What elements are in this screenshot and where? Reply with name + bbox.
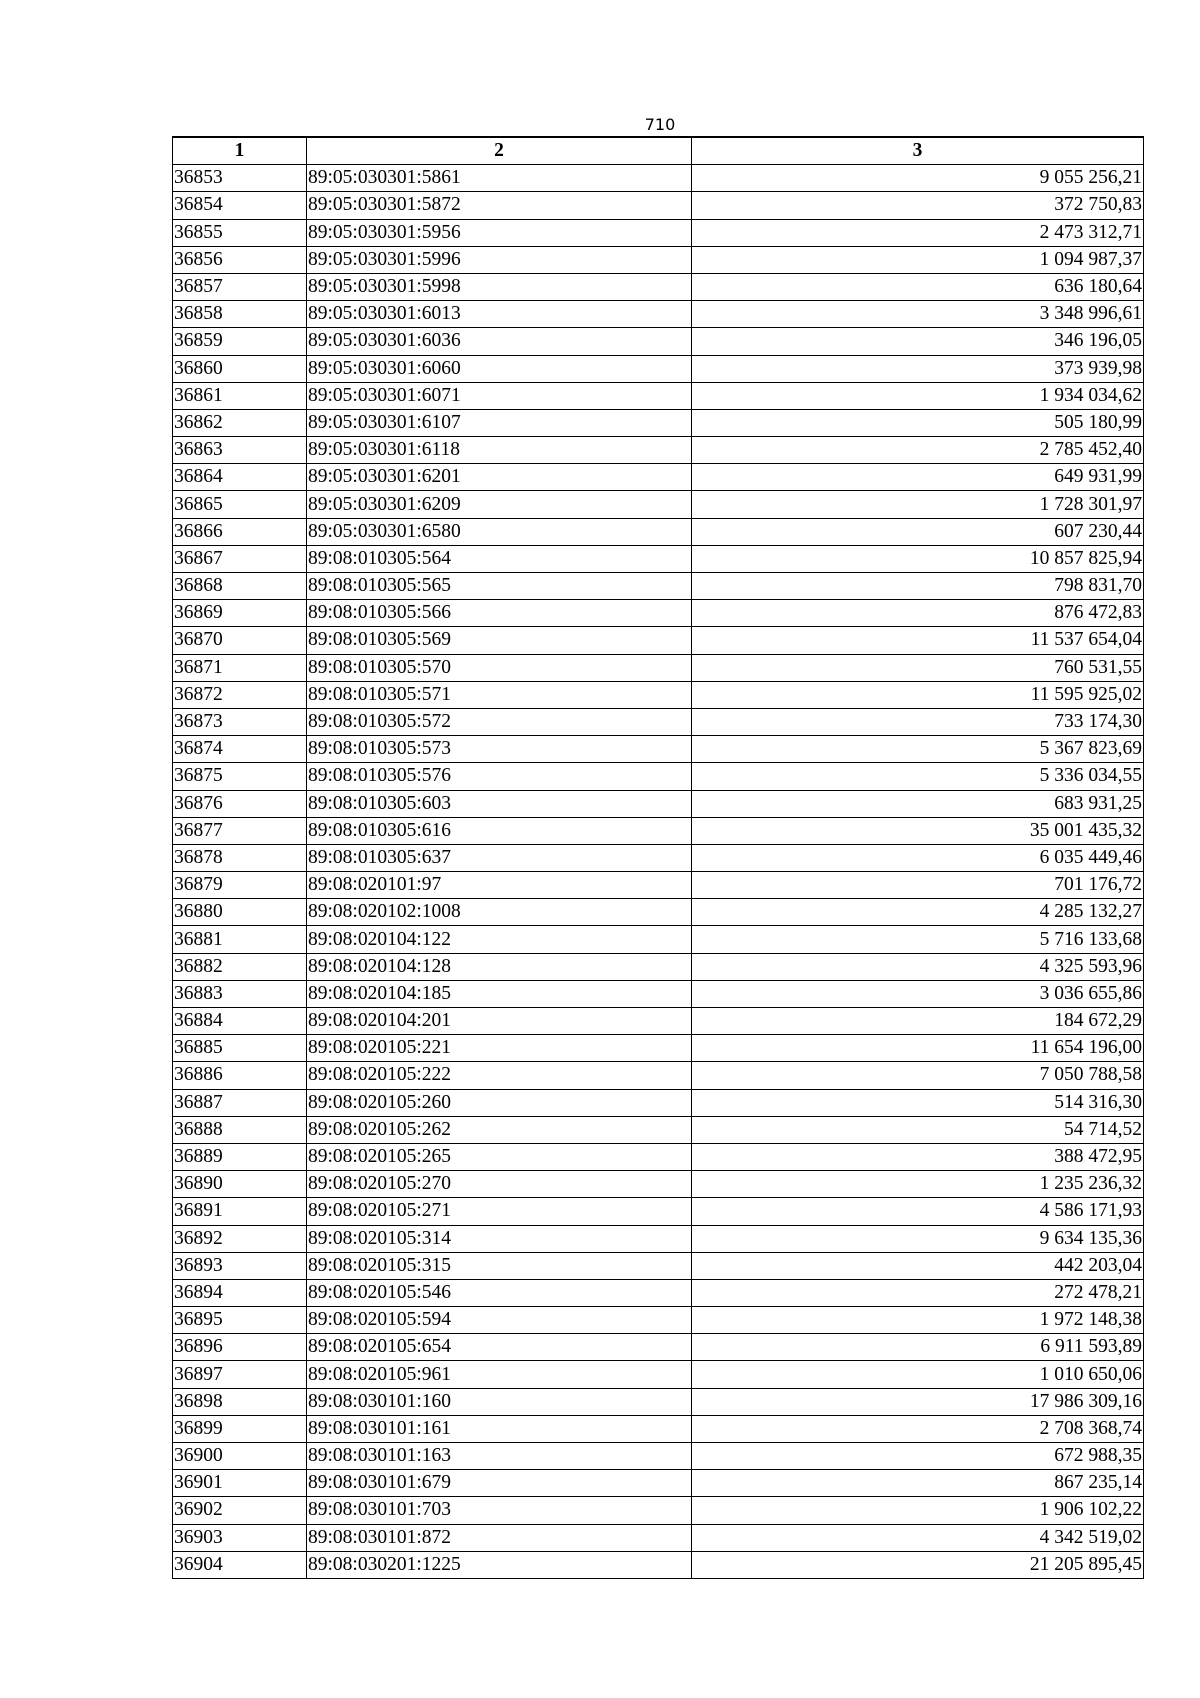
cadastral-value-cell: 6 035 449,46 bbox=[692, 844, 1144, 871]
cadastral-number-cell: 89:08:010305:637 bbox=[307, 844, 692, 871]
table-row bbox=[173, 1252, 1144, 1279]
cadastral-number-cell: 89:05:030301:6013 bbox=[307, 301, 692, 328]
cadastral-number-cell: 89:08:020105:546 bbox=[307, 1279, 692, 1306]
cadastral-value-cell: 1 094 987,37 bbox=[692, 246, 1144, 273]
cadastral-number-cell: 89:08:030101:163 bbox=[307, 1443, 692, 1470]
table-row bbox=[173, 1008, 1144, 1035]
table-row bbox=[173, 1524, 1144, 1551]
table-row bbox=[173, 736, 1144, 763]
row-number-cell: 36868 bbox=[173, 573, 307, 600]
cadastral-value-cell: 867 235,14 bbox=[692, 1470, 1144, 1497]
column-header-2: 2 bbox=[307, 137, 692, 165]
table-row bbox=[173, 1415, 1144, 1442]
table-header-row bbox=[173, 137, 1144, 165]
row-number-cell: 36858 bbox=[173, 301, 307, 328]
cadastral-value-cell: 10 857 825,94 bbox=[692, 545, 1144, 572]
cadastral-number-cell: 89:08:010305:571 bbox=[307, 681, 692, 708]
cadastral-value-cell: 4 325 593,96 bbox=[692, 953, 1144, 980]
cadastral-value-cell: 9 634 135,36 bbox=[692, 1225, 1144, 1252]
row-number-cell: 36869 bbox=[173, 600, 307, 627]
cadastral-number-cell: 89:05:030301:6060 bbox=[307, 355, 692, 382]
cadastral-number-cell: 89:05:030301:6036 bbox=[307, 328, 692, 355]
cadastral-number-cell: 89:08:010305:576 bbox=[307, 763, 692, 790]
cadastral-number-cell: 89:08:010305:570 bbox=[307, 654, 692, 681]
table-row bbox=[173, 1279, 1144, 1306]
row-number-cell: 36876 bbox=[173, 790, 307, 817]
row-number-cell: 36872 bbox=[173, 681, 307, 708]
table-row bbox=[173, 681, 1144, 708]
table-row bbox=[173, 1551, 1144, 1578]
table-row bbox=[173, 708, 1144, 735]
cadastral-number-cell: 89:08:020105:270 bbox=[307, 1171, 692, 1198]
table-row bbox=[173, 1035, 1144, 1062]
cadastral-value-cell: 649 931,99 bbox=[692, 464, 1144, 491]
row-number-cell: 36865 bbox=[173, 491, 307, 518]
cadastral-number-cell: 89:05:030301:5872 bbox=[307, 192, 692, 219]
cadastral-number-cell: 89:08:020105:222 bbox=[307, 1062, 692, 1089]
table-row bbox=[173, 953, 1144, 980]
cadastral-number-cell: 89:08:010305:564 bbox=[307, 545, 692, 572]
row-number-cell: 36862 bbox=[173, 409, 307, 436]
table-row bbox=[173, 926, 1144, 953]
row-number-cell: 36888 bbox=[173, 1116, 307, 1143]
row-number-cell: 36884 bbox=[173, 1008, 307, 1035]
cadastral-number-cell: 89:08:020105:961 bbox=[307, 1361, 692, 1388]
cadastral-value-cell: 514 316,30 bbox=[692, 1089, 1144, 1116]
cadastral-number-cell: 89:05:030301:5956 bbox=[307, 219, 692, 246]
cadastral-value-cell: 2 708 368,74 bbox=[692, 1415, 1144, 1442]
cadastral-value-cell: 733 174,30 bbox=[692, 708, 1144, 735]
row-number-cell: 36859 bbox=[173, 328, 307, 355]
row-number-cell: 36874 bbox=[173, 736, 307, 763]
cadastral-number-cell: 89:08:030101:703 bbox=[307, 1497, 692, 1524]
cadastral-number-cell: 89:05:030301:6201 bbox=[307, 464, 692, 491]
cadastral-number-cell: 89:05:030301:6209 bbox=[307, 491, 692, 518]
table-row bbox=[173, 1089, 1144, 1116]
table-row bbox=[173, 301, 1144, 328]
cadastral-number-cell: 89:08:020105:594 bbox=[307, 1307, 692, 1334]
cadastral-number-cell: 89:05:030301:6118 bbox=[307, 437, 692, 464]
cadastral-value-cell: 5 367 823,69 bbox=[692, 736, 1144, 763]
table-row bbox=[173, 409, 1144, 436]
table-row bbox=[173, 165, 1144, 192]
cadastral-value-cell: 683 931,25 bbox=[692, 790, 1144, 817]
table-row bbox=[173, 382, 1144, 409]
cadastral-number-cell: 89:08:020105:265 bbox=[307, 1143, 692, 1170]
cadastral-value-table bbox=[172, 136, 1144, 1579]
row-number-cell: 36854 bbox=[173, 192, 307, 219]
row-number-cell: 36857 bbox=[173, 273, 307, 300]
row-number-cell: 36866 bbox=[173, 518, 307, 545]
cadastral-value-cell: 21 205 895,45 bbox=[692, 1551, 1144, 1578]
row-number-cell: 36871 bbox=[173, 654, 307, 681]
row-number-cell: 36896 bbox=[173, 1334, 307, 1361]
row-number-cell: 36877 bbox=[173, 817, 307, 844]
row-number-cell: 36861 bbox=[173, 382, 307, 409]
cadastral-value-cell: 1 728 301,97 bbox=[692, 491, 1144, 518]
cadastral-number-cell: 89:08:020105:315 bbox=[307, 1252, 692, 1279]
cadastral-value-cell: 4 285 132,27 bbox=[692, 899, 1144, 926]
cadastral-number-cell: 89:08:020105:654 bbox=[307, 1334, 692, 1361]
table-body bbox=[173, 165, 1144, 1579]
table-row bbox=[173, 246, 1144, 273]
table-row bbox=[173, 1388, 1144, 1415]
cadastral-value-cell: 3 036 655,86 bbox=[692, 980, 1144, 1007]
table-row bbox=[173, 600, 1144, 627]
cadastral-number-cell: 89:08:030201:1225 bbox=[307, 1551, 692, 1578]
cadastral-number-cell: 89:08:020104:122 bbox=[307, 926, 692, 953]
row-number-cell: 36900 bbox=[173, 1443, 307, 1470]
cadastral-value-cell: 372 750,83 bbox=[692, 192, 1144, 219]
table-row bbox=[173, 1443, 1144, 1470]
row-number-cell: 36901 bbox=[173, 1470, 307, 1497]
row-number-cell: 36893 bbox=[173, 1252, 307, 1279]
cadastral-value-cell: 505 180,99 bbox=[692, 409, 1144, 436]
cadastral-value-cell: 11 654 196,00 bbox=[692, 1035, 1144, 1062]
cadastral-number-cell: 89:08:010305:569 bbox=[307, 627, 692, 654]
cadastral-number-cell: 89:08:020101:97 bbox=[307, 872, 692, 899]
table-row bbox=[173, 545, 1144, 572]
row-number-cell: 36898 bbox=[173, 1388, 307, 1415]
table-row bbox=[173, 1334, 1144, 1361]
row-number-cell: 36886 bbox=[173, 1062, 307, 1089]
cadastral-value-cell: 5 716 133,68 bbox=[692, 926, 1144, 953]
cadastral-value-cell: 876 472,83 bbox=[692, 600, 1144, 627]
cadastral-number-cell: 89:05:030301:6071 bbox=[307, 382, 692, 409]
table-row bbox=[173, 518, 1144, 545]
cadastral-value-cell: 6 911 593,89 bbox=[692, 1334, 1144, 1361]
cadastral-number-cell: 89:08:010305:572 bbox=[307, 708, 692, 735]
cadastral-value-cell: 760 531,55 bbox=[692, 654, 1144, 681]
cadastral-value-cell: 7 050 788,58 bbox=[692, 1062, 1144, 1089]
cadastral-value-cell: 1 906 102,22 bbox=[692, 1497, 1144, 1524]
row-number-cell: 36885 bbox=[173, 1035, 307, 1062]
table-row bbox=[173, 872, 1144, 899]
cadastral-number-cell: 89:08:030101:161 bbox=[307, 1415, 692, 1442]
cadastral-value-cell: 672 988,35 bbox=[692, 1443, 1144, 1470]
table-row bbox=[173, 1497, 1144, 1524]
cadastral-number-cell: 89:08:020102:1008 bbox=[307, 899, 692, 926]
row-number-cell: 36902 bbox=[173, 1497, 307, 1524]
cadastral-value-cell: 3 348 996,61 bbox=[692, 301, 1144, 328]
table-row bbox=[173, 817, 1144, 844]
row-number-cell: 36879 bbox=[173, 872, 307, 899]
row-number-cell: 36903 bbox=[173, 1524, 307, 1551]
table-row bbox=[173, 573, 1144, 600]
cadastral-value-cell: 1 010 650,06 bbox=[692, 1361, 1144, 1388]
cadastral-number-cell: 89:05:030301:5998 bbox=[307, 273, 692, 300]
table-row bbox=[173, 844, 1144, 871]
cadastral-number-cell: 89:05:030301:6107 bbox=[307, 409, 692, 436]
table-row bbox=[173, 980, 1144, 1007]
row-number-cell: 36870 bbox=[173, 627, 307, 654]
cadastral-number-cell: 89:08:030101:160 bbox=[307, 1388, 692, 1415]
row-number-cell: 36873 bbox=[173, 708, 307, 735]
table-row bbox=[173, 654, 1144, 681]
cadastral-number-cell: 89:08:020104:128 bbox=[307, 953, 692, 980]
cadastral-number-cell: 89:05:030301:5996 bbox=[307, 246, 692, 273]
row-number-cell: 36860 bbox=[173, 355, 307, 382]
cadastral-number-cell: 89:08:020105:262 bbox=[307, 1116, 692, 1143]
cadastral-number-cell: 89:08:010305:565 bbox=[307, 573, 692, 600]
cadastral-value-cell: 272 478,21 bbox=[692, 1279, 1144, 1306]
cadastral-number-cell: 89:05:030301:5861 bbox=[307, 165, 692, 192]
table-row bbox=[173, 328, 1144, 355]
column-header-1: 1 bbox=[173, 137, 307, 165]
row-number-cell: 36882 bbox=[173, 953, 307, 980]
row-number-cell: 36875 bbox=[173, 763, 307, 790]
table-row bbox=[173, 464, 1144, 491]
row-number-cell: 36853 bbox=[173, 165, 307, 192]
table-row bbox=[173, 273, 1144, 300]
table-row bbox=[173, 1171, 1144, 1198]
cadastral-number-cell: 89:08:020105:221 bbox=[307, 1035, 692, 1062]
row-number-cell: 36904 bbox=[173, 1551, 307, 1578]
cadastral-value-cell: 9 055 256,21 bbox=[692, 165, 1144, 192]
cadastral-value-cell: 798 831,70 bbox=[692, 573, 1144, 600]
row-number-cell: 36855 bbox=[173, 219, 307, 246]
row-number-cell: 36894 bbox=[173, 1279, 307, 1306]
table-row bbox=[173, 437, 1144, 464]
cadastral-value-cell: 2 473 312,71 bbox=[692, 219, 1144, 246]
table-row bbox=[173, 899, 1144, 926]
cadastral-number-cell: 89:08:010305:603 bbox=[307, 790, 692, 817]
table-row bbox=[173, 355, 1144, 382]
cadastral-value-cell: 184 672,29 bbox=[692, 1008, 1144, 1035]
table-row bbox=[173, 1361, 1144, 1388]
row-number-cell: 36887 bbox=[173, 1089, 307, 1116]
cadastral-number-cell: 89:05:030301:6580 bbox=[307, 518, 692, 545]
table-row bbox=[173, 1470, 1144, 1497]
table-row bbox=[173, 1116, 1144, 1143]
cadastral-number-cell: 89:08:030101:679 bbox=[307, 1470, 692, 1497]
cadastral-number-cell: 89:08:010305:573 bbox=[307, 736, 692, 763]
column-header-3: 3 bbox=[692, 137, 1144, 165]
cadastral-number-cell: 89:08:020105:260 bbox=[307, 1089, 692, 1116]
row-number-cell: 36889 bbox=[173, 1143, 307, 1170]
cadastral-value-cell: 346 196,05 bbox=[692, 328, 1144, 355]
row-number-cell: 36864 bbox=[173, 464, 307, 491]
table-row bbox=[173, 1198, 1144, 1225]
row-number-cell: 36892 bbox=[173, 1225, 307, 1252]
cadastral-value-cell: 636 180,64 bbox=[692, 273, 1144, 300]
cadastral-value-cell: 1 972 148,38 bbox=[692, 1307, 1144, 1334]
row-number-cell: 36899 bbox=[173, 1415, 307, 1442]
table-row bbox=[173, 790, 1144, 817]
table-row bbox=[173, 1225, 1144, 1252]
table-row bbox=[173, 1143, 1144, 1170]
cadastral-value-cell: 2 785 452,40 bbox=[692, 437, 1144, 464]
row-number-cell: 36883 bbox=[173, 980, 307, 1007]
row-number-cell: 36881 bbox=[173, 926, 307, 953]
row-number-cell: 36891 bbox=[173, 1198, 307, 1225]
cadastral-value-cell: 11 595 925,02 bbox=[692, 681, 1144, 708]
cadastral-value-cell: 1 934 034,62 bbox=[692, 382, 1144, 409]
row-number-cell: 36878 bbox=[173, 844, 307, 871]
cadastral-value-cell: 388 472,95 bbox=[692, 1143, 1144, 1170]
row-number-cell: 36897 bbox=[173, 1361, 307, 1388]
table-row bbox=[173, 627, 1144, 654]
cadastral-value-cell: 35 001 435,32 bbox=[692, 817, 1144, 844]
cadastral-number-cell: 89:08:010305:566 bbox=[307, 600, 692, 627]
cadastral-value-cell: 54 714,52 bbox=[692, 1116, 1144, 1143]
cadastral-value-cell: 373 939,98 bbox=[692, 355, 1144, 382]
cadastral-number-cell: 89:08:020104:201 bbox=[307, 1008, 692, 1035]
cadastral-number-cell: 89:08:020104:185 bbox=[307, 980, 692, 1007]
cadastral-value-cell: 442 203,04 bbox=[692, 1252, 1144, 1279]
table-row bbox=[173, 192, 1144, 219]
cadastral-value-cell: 4 586 171,93 bbox=[692, 1198, 1144, 1225]
row-number-cell: 36890 bbox=[173, 1171, 307, 1198]
cadastral-number-cell: 89:08:020105:271 bbox=[307, 1198, 692, 1225]
row-number-cell: 36856 bbox=[173, 246, 307, 273]
cadastral-value-cell: 4 342 519,02 bbox=[692, 1524, 1144, 1551]
table-row bbox=[173, 763, 1144, 790]
cadastral-value-cell: 701 176,72 bbox=[692, 872, 1144, 899]
row-number-cell: 36863 bbox=[173, 437, 307, 464]
cadastral-value-cell: 1 235 236,32 bbox=[692, 1171, 1144, 1198]
page-number: 710 bbox=[644, 115, 676, 134]
table-row bbox=[173, 1062, 1144, 1089]
cadastral-value-cell: 5 336 034,55 bbox=[692, 763, 1144, 790]
cadastral-number-cell: 89:08:010305:616 bbox=[307, 817, 692, 844]
row-number-cell: 36880 bbox=[173, 899, 307, 926]
cadastral-number-cell: 89:08:030101:872 bbox=[307, 1524, 692, 1551]
cadastral-value-cell: 11 537 654,04 bbox=[692, 627, 1144, 654]
row-number-cell: 36867 bbox=[173, 545, 307, 572]
cadastral-number-cell: 89:08:020105:314 bbox=[307, 1225, 692, 1252]
row-number-cell: 36895 bbox=[173, 1307, 307, 1334]
table-row bbox=[173, 219, 1144, 246]
cadastral-value-cell: 17 986 309,16 bbox=[692, 1388, 1144, 1415]
table-row bbox=[173, 491, 1144, 518]
cadastral-value-cell: 607 230,44 bbox=[692, 518, 1144, 545]
table-row bbox=[173, 1307, 1144, 1334]
